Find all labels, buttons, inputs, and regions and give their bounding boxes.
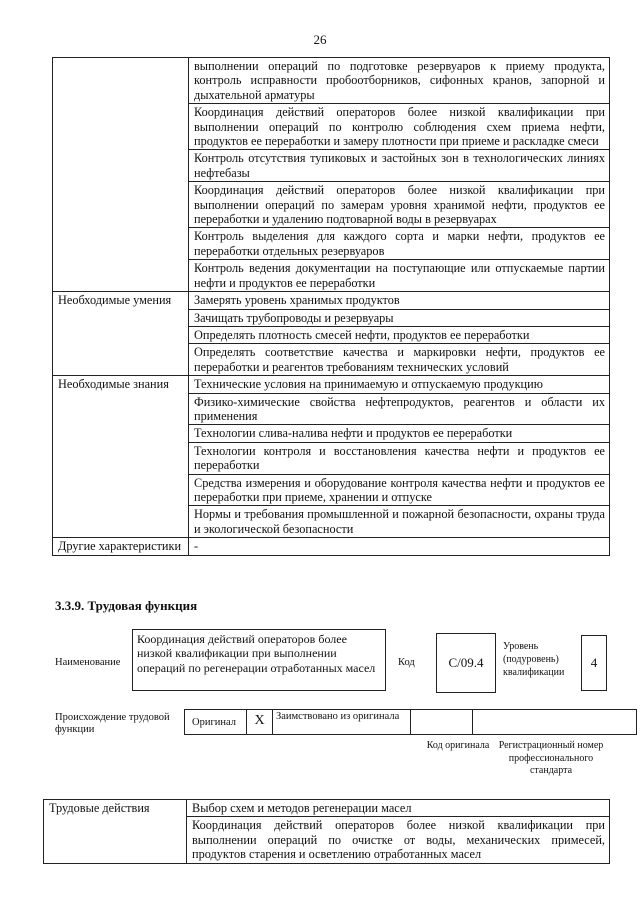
registration-number-caption: Регистрационный номер профессионального стандарта — [498, 740, 604, 776]
required-knowledge-label: Необходимые знания — [53, 376, 189, 538]
row-text: Технические условия на принимаемую и отпускаемую продукцию — [189, 376, 610, 393]
level-value: 4 — [581, 635, 607, 691]
skills-knowledge-table — [52, 57, 610, 556]
row-text: Технологии контроля и восстановления качества нефти и продуктов ее переработки — [189, 442, 610, 474]
origin-row — [184, 709, 637, 735]
original-code-caption: Код оригинала — [426, 740, 490, 751]
row-text: Определять соответствие качества и маркировки нефти, продуктов ее переработки и реагентов требованиям технических условий — [189, 344, 610, 376]
row-text: Контроль ведения документации на поступающие или отпускаемые партии нефти и продуктов ее переработки — [189, 260, 610, 292]
row-text: Физико-химические свойства нефтепродуктов, реагентов и области их применения — [189, 393, 610, 425]
page-number: 26 — [313, 32, 327, 47]
row-text: Выбор схем и методов регенерации масел — [187, 800, 610, 817]
borrowed-label: Заимствовано из оригинала — [273, 710, 411, 734]
row-text: Координация действий операторов более низкой квалификации при выполнении операций по контролю соблюдения схем приема нефти, продуктов ее переработки и замеру плотности при приеме и раскладке смеси — [189, 104, 610, 150]
row-text: - — [189, 538, 610, 555]
other-characteristics-label: Другие характеристики — [53, 538, 189, 555]
table-row — [53, 538, 610, 555]
section-title: 3.3.9. Трудовая функция — [55, 598, 198, 613]
table-row — [53, 376, 610, 393]
row-text: Технологии слива-налива нефти и продуктов ее переработки — [189, 425, 610, 442]
row-text: Определять плотность смесей нефти, продуктов ее переработки — [189, 326, 610, 343]
code-label: Код — [398, 657, 415, 668]
labor-actions-label: Трудовые действия — [44, 800, 187, 864]
row-text: Замерять уровень хранимых продуктов — [189, 292, 610, 309]
row-text: Нормы и требования промышленной и пожарной безопасности, охраны труда и экологической безопасности — [189, 506, 610, 538]
row-text: Координация действий операторов более низкой квалификации при выполнении операций по замерам уровня хранимой нефти, продуктов ее переработки и удалению подтоварной воды в резервуарах — [189, 182, 610, 228]
registration-number-cell — [473, 710, 636, 734]
table-row — [44, 800, 610, 817]
row-text: выполнении операций по подготовке резервуаров к приему продукта, контроль исправности пробоотборников, сифонных кранов, запорной и дыхательной арматуры — [189, 58, 610, 104]
row-text: Средства измерения и оборудование контроля качества нефти и продуктов ее переработки при приеме, хранении и отпуске — [189, 474, 610, 506]
labor-actions-table — [43, 799, 610, 864]
function-code-value: C/09.4 — [436, 633, 496, 693]
row-text: Контроль отсутствия тупиковых и застойных зон в технологических линиях нефтебазы — [189, 150, 610, 182]
table-row — [53, 58, 610, 104]
level-label: Уровень (подуровень) квалификации — [503, 641, 565, 678]
origin-label: Происхождение трудовой функции — [55, 712, 170, 735]
original-mark: X — [247, 710, 273, 734]
name-label: Наименование — [55, 657, 121, 668]
table-row — [53, 292, 610, 309]
function-name-value: Координация действий операторов более низкой квалификации при выполнении операций по регенерации отработанных масел — [132, 629, 386, 691]
row-text: Координация действий операторов более низкой квалификации при выполнении операций по очистке от воды, механических примесей, продуктов старения и осветлению отработанных масел — [187, 817, 610, 863]
required-skills-label: Необходимые умения — [53, 292, 189, 376]
original-code-cell — [411, 710, 473, 734]
row-text: Контроль выделения для каждого сорта и марки нефти, продуктов ее переработки отдельных резервуаров — [189, 228, 610, 260]
original-label: Оригинал — [185, 710, 247, 734]
row-label — [53, 58, 189, 292]
row-text: Зачищать трубопроводы и резервуары — [189, 309, 610, 326]
